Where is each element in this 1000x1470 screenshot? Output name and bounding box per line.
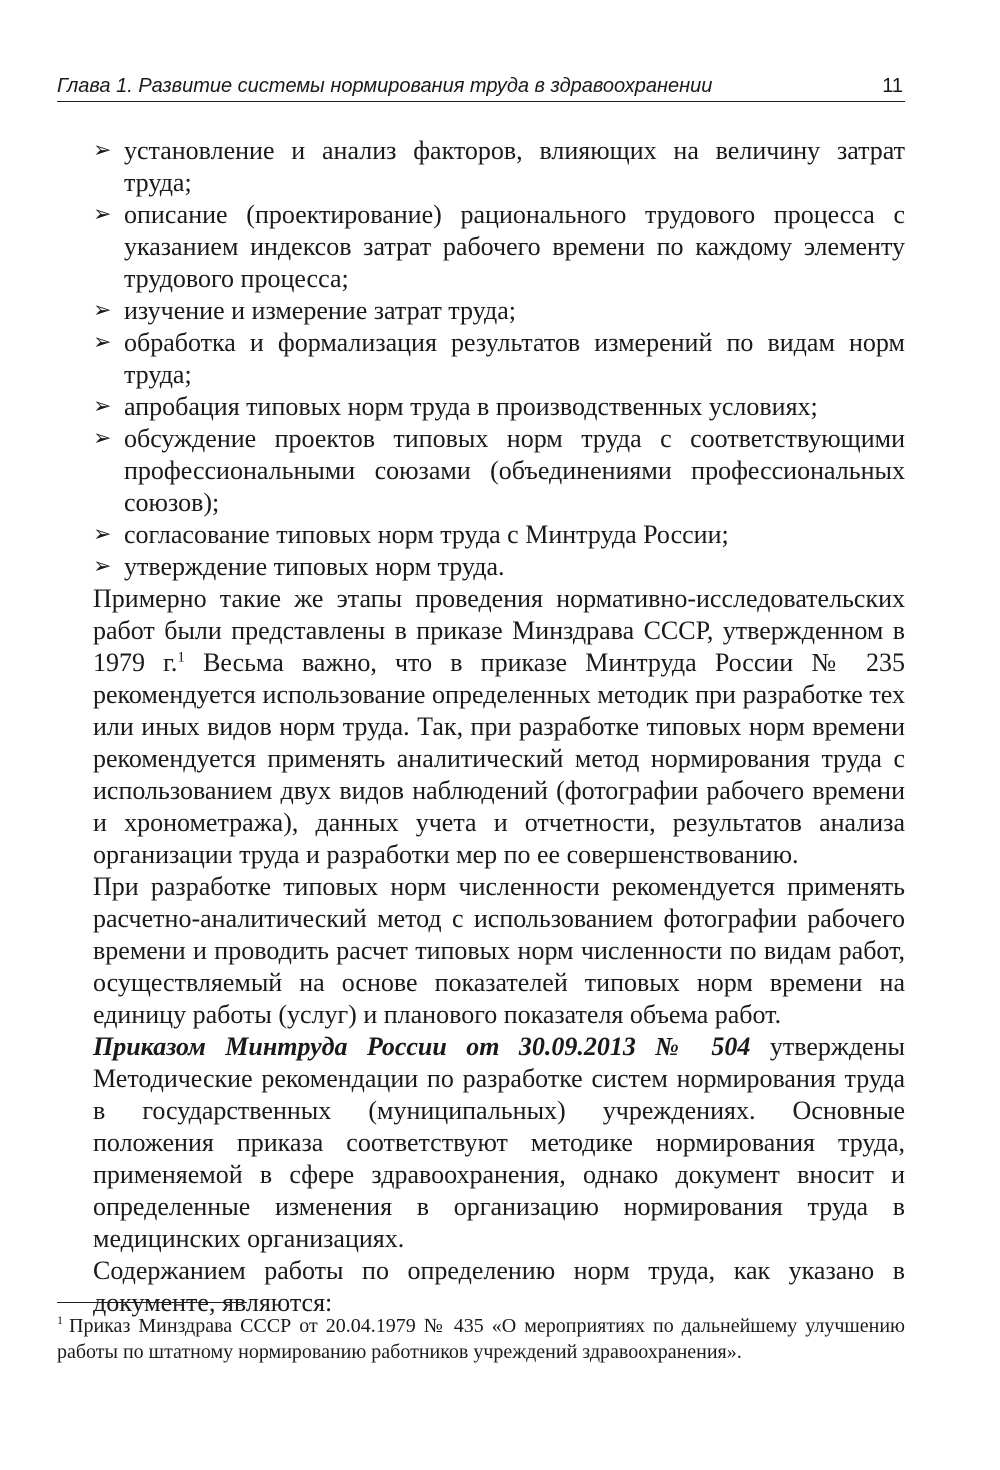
page-number: 11 [882,75,903,97]
footnote-text: Приказ Минздрава СССР от 20.04.1979 № 435 «О мероприятиях по дальнейшему улучшению работы по штатному нормированию работников учреждений здравоохранения». [57,1315,905,1363]
paragraph-stages: Примерно такие же этапы проведения нормативно-исследовательских работ были представлены в приказе Минздрава СССР, утвержденном в 1979 г.$^1$ Весьма важно, что в приказе Минтруда России № 235 рекомендуется использование определенных методик при разработке тех или иных видов норм труда. Так, при разработке типовых норм времени рекомендуется применять аналитический метод нормирования труда с использованием двух видов наблюдений (фотографии рабочего времени и хронометража), данных учета и отчетности, результатов анализа организации труда и разработки мер по ее совершенствованию. [93,584,905,869]
body-text [93,135,905,1319]
list-item: ➢ апробация типовых норм труда в производственных условиях; [93,392,818,421]
running-header [57,73,905,102]
bullet-list [93,135,905,583]
footnote-mark: 1 [57,1313,63,1328]
list-item: ➢ изучение и измерение затрат труда; [93,296,516,325]
footnote-reference: 1 [177,649,185,666]
arrow-bullet-icon: ➢ [93,522,112,547]
order-citation: Приказом Минтруда России от 30.09.2013 № 504 [93,1032,751,1061]
list-item: ➢ согласование типовых норм труда с Минтруда России; [93,520,729,549]
footnote [57,1313,905,1365]
paragraph-headcount-norms: При разработке типовых норм численности рекомендуется применять расчетно-аналитический метод с использованием фотографии рабочего времени и проводить расчет типовых норм численности по видам работ, осуществляемый на основе показателей типовых норм времени на единицу работы (услуг) и планового показателя объема работ. [93,872,905,1029]
arrow-bullet-icon: ➢ [93,554,112,579]
list-item: ➢ обсуждение проектов типовых норм труда с соответствующими профессиональными союзами (объединениями профессиональных союзов); [93,424,905,517]
arrow-bullet-icon: ➢ [93,138,112,163]
arrow-bullet-icon: ➢ [93,202,112,227]
arrow-bullet-icon: ➢ [93,394,112,419]
paragraph-order-504: Приказом Минтруда России от 30.09.2013 № 504 утверждены Методические рекомендации по разработке систем нормирования труда в государственных (муниципальных) учреждениях. Основные положения приказа соответствуют методике нормирования труда, применяемой в сфере здравоохранения, однако документ вносит и определенные изменения в организацию нормирования труда в медицинских организациях. [93,1032,905,1253]
list-item: ➢ утверждение типовых норм труда. [93,552,505,581]
list-item: ➢ описание (проектирование) рационального трудового процесса с указанием индексов затрат рабочего времени по каждому элементу трудового процесса; [93,200,905,293]
arrow-bullet-icon: ➢ [93,298,112,323]
list-item: ➢ обработка и формализация результатов измерений по видам норм труда; [93,328,905,389]
footnote-divider [57,1302,247,1303]
paragraph-content-of-work: Содержанием работы по определению норм труда, как указано в документе, являются: [93,1256,905,1317]
arrow-bullet-icon: ➢ [93,330,112,355]
chapter-title: Глава 1. Развитие системы нормирования труда в здравоохранении [57,75,713,97]
list-item: ➢ установление и анализ факторов, влияющих на величину затрат труда; [93,136,905,197]
arrow-bullet-icon: ➢ [93,426,112,451]
